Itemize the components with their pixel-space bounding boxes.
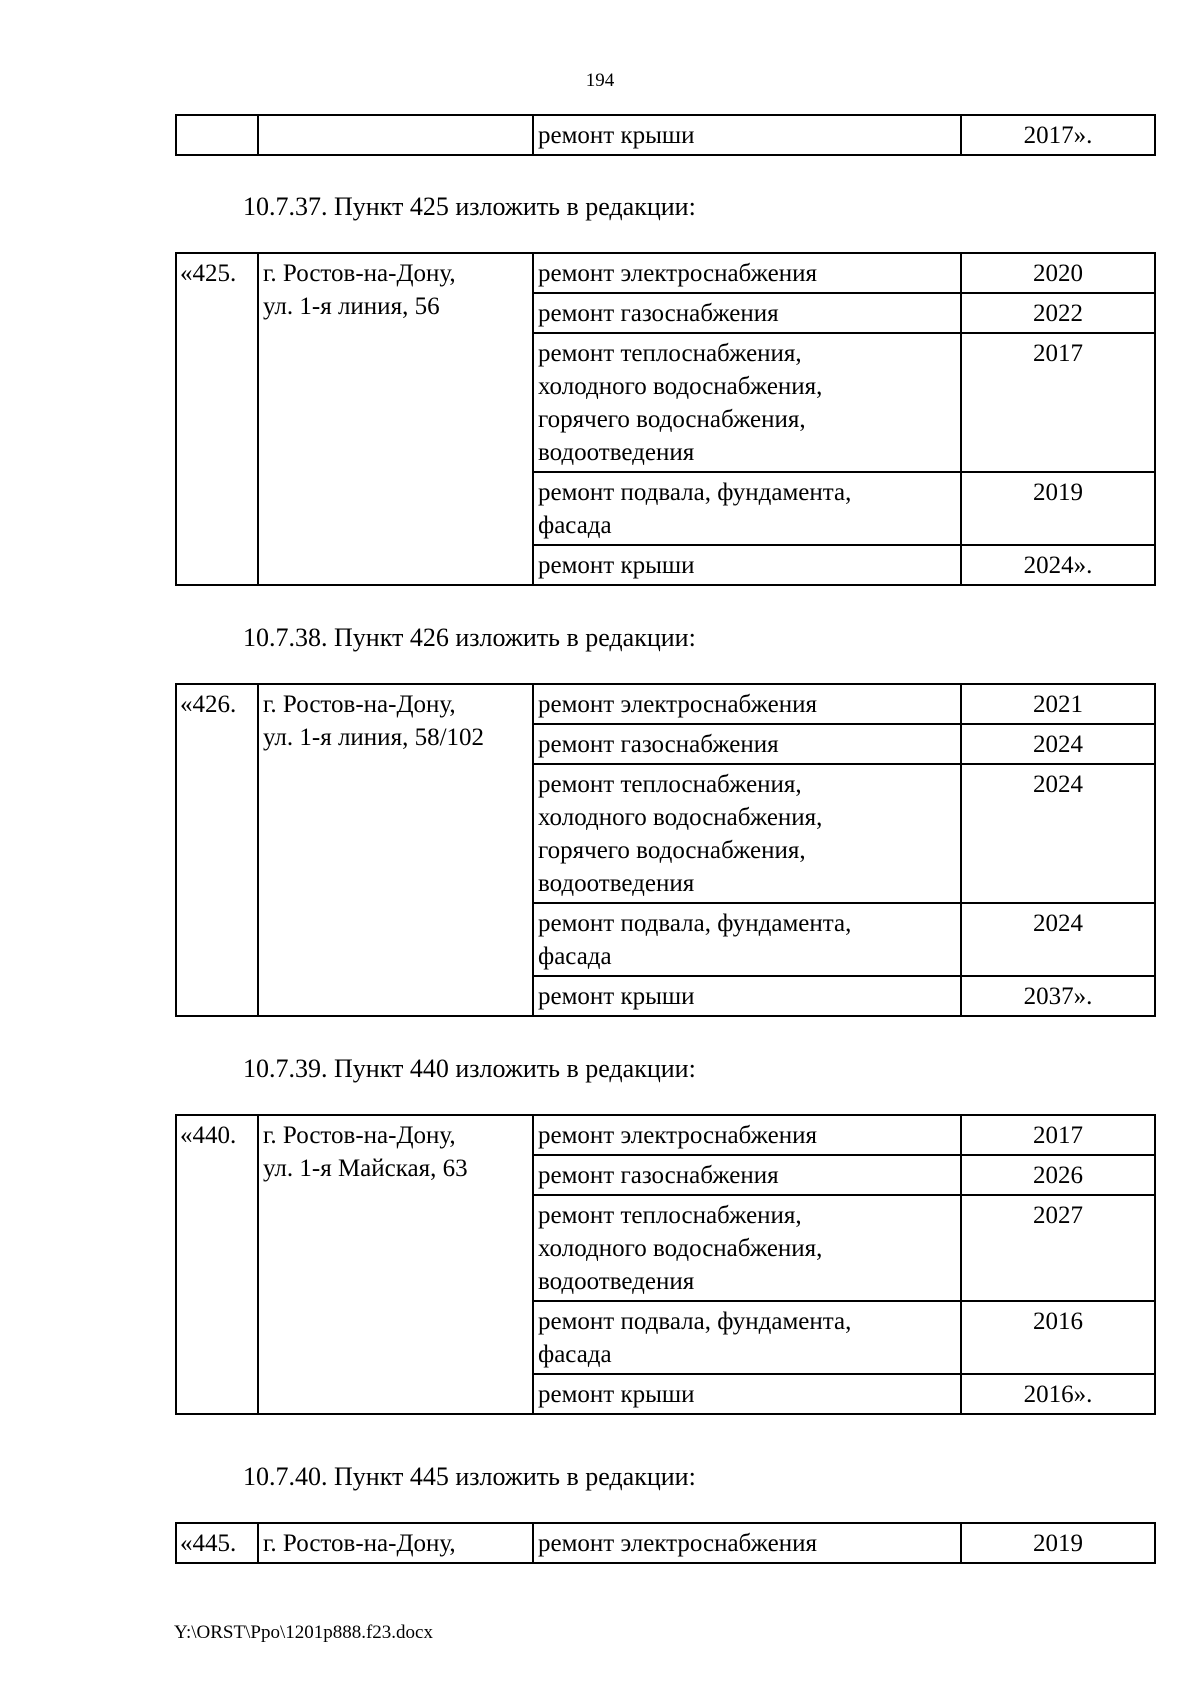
year-cell: 2024 bbox=[961, 764, 1155, 903]
work-cell: ремонт газоснабжения bbox=[533, 724, 961, 764]
year-cell: 2026 bbox=[961, 1155, 1155, 1195]
work-cell: ремонт крыши bbox=[533, 545, 961, 585]
table-row bbox=[176, 1115, 1155, 1155]
year-cell: 2017 bbox=[961, 1115, 1155, 1155]
work-cell: ремонт подвала, фундамента, фасада bbox=[533, 1301, 961, 1374]
year-cell: 2019 bbox=[961, 472, 1155, 545]
work-cell: ремонт подвала, фундамента, фасада bbox=[533, 472, 961, 545]
year-cell: 2017 bbox=[961, 333, 1155, 472]
item-number: «445. bbox=[176, 1523, 258, 1563]
table-row bbox=[176, 115, 1155, 155]
table-row bbox=[176, 684, 1155, 724]
table-row bbox=[176, 253, 1155, 293]
work-cell: ремонт теплоснабжения, холодного водоснабжения, горячего водоснабжения, водоотведения bbox=[533, 333, 961, 472]
year-cell: 2016». bbox=[961, 1374, 1155, 1414]
table-row bbox=[176, 1523, 1155, 1563]
year-cell: 2024 bbox=[961, 724, 1155, 764]
section-heading: 10.7.37. Пункт 425 изложить в редакции: bbox=[243, 192, 696, 221]
amendment-table bbox=[175, 252, 1156, 586]
address-cell: г. Ростов-на-Дону, ул. 1-я Майская, 63 bbox=[258, 1115, 533, 1414]
work-cell: ремонт электроснабжения bbox=[533, 684, 961, 724]
work-cell: ремонт газоснабжения bbox=[533, 293, 961, 333]
year-cell: 2037». bbox=[961, 976, 1155, 1016]
year-cell: 2019 bbox=[961, 1523, 1155, 1563]
work-cell: ремонт подвала, фундамента, фасада bbox=[533, 903, 961, 976]
section-heading: 10.7.39. Пункт 440 изложить в редакции: bbox=[243, 1054, 696, 1083]
year-cell: 2027 bbox=[961, 1195, 1155, 1301]
address-cell: г. Ростов-на-Дону, bbox=[258, 1523, 533, 1563]
year-cell: 2024». bbox=[961, 545, 1155, 585]
work-cell: ремонт крыши bbox=[533, 1374, 961, 1414]
page-number: 194 bbox=[585, 70, 615, 91]
address-cell: г. Ростов-на-Дону, ул. 1-я линия, 56 bbox=[258, 253, 533, 585]
item-number: «440. bbox=[176, 1115, 258, 1414]
amendment-table bbox=[175, 683, 1156, 1017]
address-cell: г. Ростов-на-Дону, ул. 1-я линия, 58/102 bbox=[258, 684, 533, 1016]
work-cell: ремонт электроснабжения bbox=[533, 1115, 961, 1155]
work-cell: ремонт крыши bbox=[533, 976, 961, 1016]
year-cell: 2024 bbox=[961, 903, 1155, 976]
work-cell: ремонт электроснабжения bbox=[533, 253, 961, 293]
year-cell: 2017». bbox=[961, 115, 1155, 155]
work-cell: ремонт теплоснабжения, холодного водоснабжения, горячего водоснабжения, водоотведения bbox=[533, 764, 961, 903]
address-cell bbox=[258, 115, 533, 155]
number-cell bbox=[176, 115, 258, 155]
work-cell: ремонт электроснабжения bbox=[533, 1523, 961, 1563]
amendment-table bbox=[175, 1522, 1156, 1564]
work-cell: ремонт теплоснабжения, холодного водоснабжения, водоотведения bbox=[533, 1195, 961, 1301]
continuation-table bbox=[175, 114, 1156, 156]
work-cell: ремонт крыши bbox=[533, 115, 961, 155]
section-heading: 10.7.38. Пункт 426 изложить в редакции: bbox=[243, 623, 696, 652]
year-cell: 2022 bbox=[961, 293, 1155, 333]
year-cell: 2021 bbox=[961, 684, 1155, 724]
section-heading: 10.7.40. Пункт 445 изложить в редакции: bbox=[243, 1462, 696, 1491]
year-cell: 2020 bbox=[961, 253, 1155, 293]
item-number: «426. bbox=[176, 684, 258, 1016]
amendment-table bbox=[175, 1114, 1156, 1415]
footer-file-path: Y:\ORST\Ppo\1201p888.f23.docx bbox=[174, 1622, 433, 1643]
work-cell: ремонт газоснабжения bbox=[533, 1155, 961, 1195]
year-cell: 2016 bbox=[961, 1301, 1155, 1374]
item-number: «425. bbox=[176, 253, 258, 585]
